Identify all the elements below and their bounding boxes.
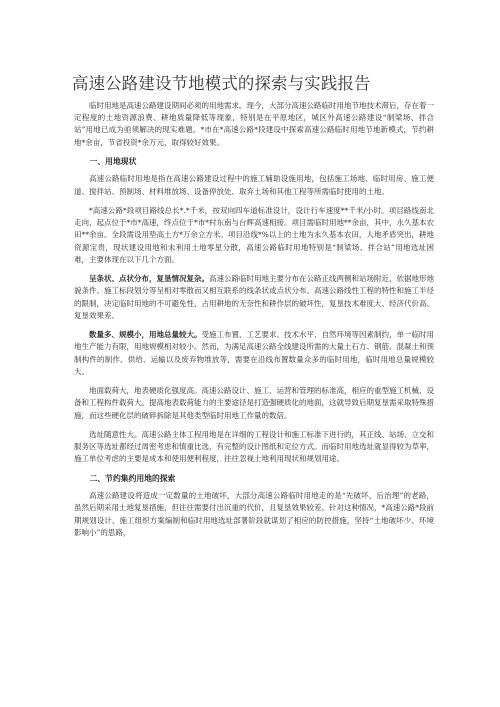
paragraph-text: 受施工布置、工艺要求、技术水平、自然环境等因素制约，单一临时用地生产能力有限，用地规模相对较小。然而，为满足高速公路全线建设所需的大量土石方、钢筋、混凝土和预制构件的制作、供给、运输以及废弃物堆放等，需要在沿线布置数量众多的临时用地，临时用地总量规模较大。 (74, 330, 434, 376)
paragraph-lead: 数量多、规模小，用地总量较大。 (89, 330, 202, 340)
paragraph-lead: 呈条状、点状分布，复垦情况复杂。 (89, 274, 209, 284)
body-paragraph: 选址随意性大。高速公路主体工程用地是在详细的工程设计和施工标准下进行的，其正线、站场、立交和服务区等选址都经过周密考虑和慎重比选，有完整的设计图纸和定位方式。而临时用地选址就显得较为草率，施工单位考虑的主要是成本和使用便利程度，往往忽视土地利用现状和规划用途。 (74, 429, 434, 464)
body-paragraph: *高速公路*段项目路线总长*.*千米，按双向四车道标准设计，设计行车速度**千米/小时。项目路线南北走向，起点位于*市*高速，终点位于*市*村东南与台辉高速相接。项目需临时用地**余亩，其中，永久基本农田**余亩。全段需设用垫高土方*万余立方米。项目沿线*%以上的土地为永久基本农田，人地矛盾突出，耕地资源宝贵，现状建设用地和未利用土地零星分散，高速公路临时用地特别是“制梁场、拌合站”用地选址困难，主要体现在以下几个方面。 (74, 205, 434, 264)
document-body (74, 100, 434, 546)
section-heading: 一、用地现状 (89, 157, 137, 166)
section-heading: 二、节约集约用地的探索 (89, 473, 176, 483)
body-paragraph (74, 329, 434, 378)
document-title: 高速公路建设节地模式的探索与实践报告 (72, 74, 371, 93)
paragraph-text: 高速公路临时用地主要分布在公路正线两侧和站场附近，依据地形地貌条件、施工标段划分等呈相对零散而又相互联系的线条状或点状分布。高速公路线性工程的特性和施工半径的限制，决定临时用地的不可避免性、占用耕地的无奈性和耕作层的破坏性，复垦技术难度大、经济代价高、复垦效果差。 (74, 274, 434, 320)
body-paragraph: 临时用地是高速公路建设期间必须的用地需求。现今，大部分高速公路临时用地节地技术滞后，存在着一定程度的土地资源浪费、耕地质量降低等现象，特别是在平原地区，城区外高速公路建设“制梁场、拌合站”用地已成为亟须解决的现实难题。*市在*高速公路*段建设中探索高速公路临时用地节地新模式，节约耕地*余亩，节省投资*余万元，取得较好效果。 (74, 101, 434, 147)
body-paragraph: 高速公路临时用地是指在高速公路建设过程中的施工辅助设施用地，包括施工场地、临时用房、施工便道、搅拌站、预制场、材料堆放场、设备停放处、取弃土场和其他工程等所需临时使用的土地。 (74, 174, 434, 196)
body-paragraph: 地面载荷大，地表硬质化强度高。高速公路设计、施工、运营和管理的标准高，相应的重型施工机械、设备和工程构件载荷大。提高地表载荷能力的主要途径是打造强硬质化的地面，这就导致后期复垦需采取特殊措施，而这些硬化层的破碎拆除是其他类型临时用地工作量的数倍。 (74, 386, 434, 420)
body-paragraph (74, 273, 434, 322)
body-paragraph: 高速公路建设将造成一定数量的土地破坏，大部分高速公路临时用地走的是“先破坏，后治理”的老路，虽然后期采用土地复垦措施，但往往需要付出沉重的代价，且复垦效果较差。针对这种情况，*高速公路*段前期规划设计、施工组织方案编制和临时用地选址部署阶段就谋划了相应的防控措施，坚持“土地破坏少、环境影响小”的思路， (74, 491, 434, 537)
